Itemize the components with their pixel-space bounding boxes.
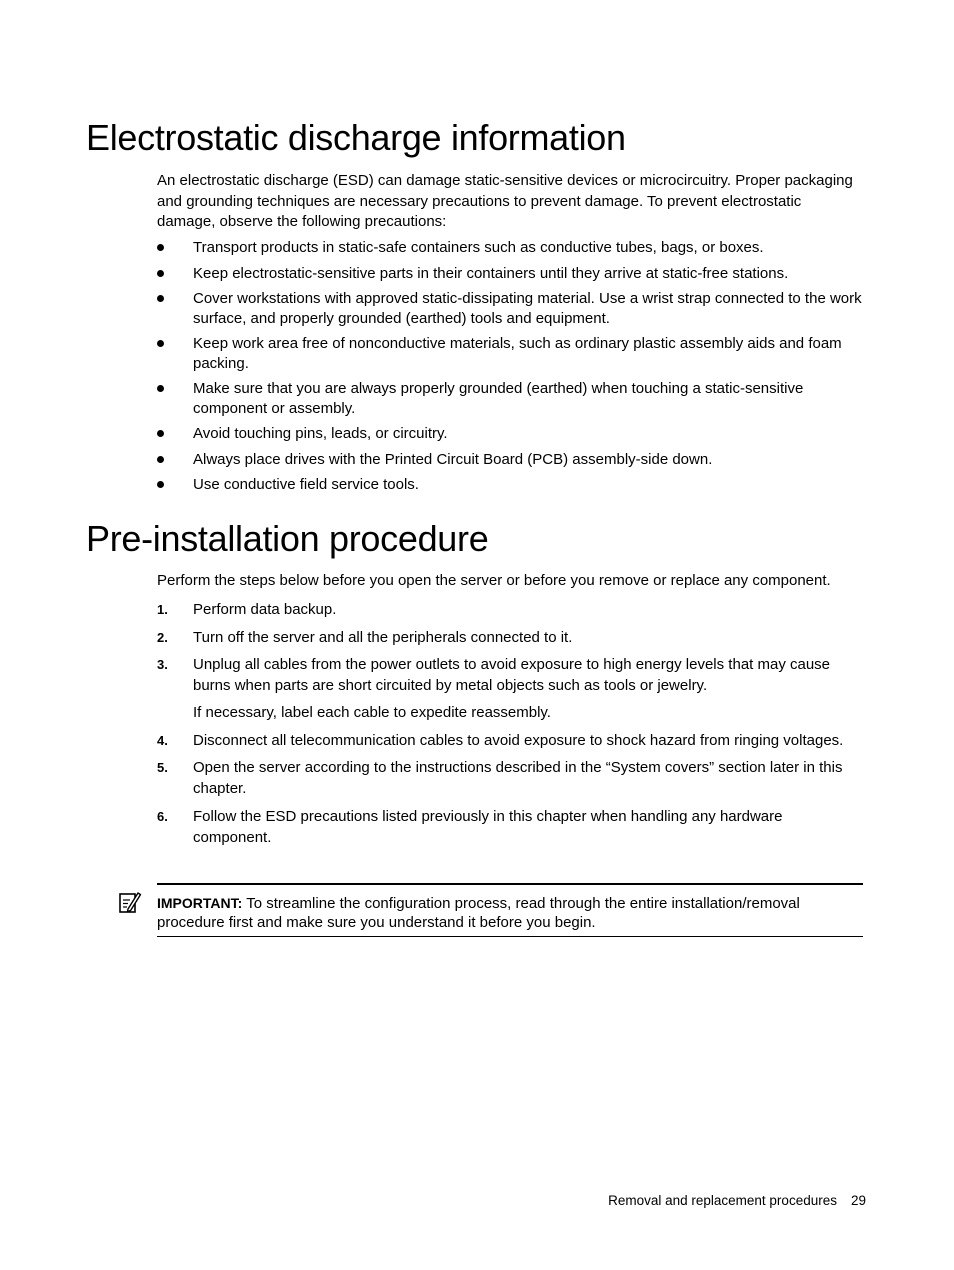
step-subnote: If necessary, label each cable to expedite reassembly. [193,704,551,721]
important-note [157,883,863,937]
list-item: Make sure that you are always properly grounded (earthed) when touching a static-sensitive component or assembly. [157,379,863,418]
page-number: 29 [850,1193,866,1208]
list-item: Keep electrostatic-sensitive parts in their containers until they arrive at static-free stations. [157,264,863,284]
list-item: Always place drives with the Printed Circuit Board (PCB) assembly-side down. [157,450,863,470]
step-number: 2. [157,629,168,645]
footer-section-title: Removal and replacement procedures [608,1193,837,1208]
step-number: 4. [157,732,168,748]
step-text: Turn off the server and all the peripherals connected to it. [193,628,573,646]
list-item: Keep work area free of nonconductive materials, such as ordinary plastic assembly aids and foam packing. [157,334,863,373]
step-text: Unplug all cables from the power outlets to avoid exposure to high energy levels that may cause burns when parts are short circuited by metal objects such as tools or jewelry. [193,656,831,694]
list-item: Transport products in static-safe containers such as conductive tubes, bags, or boxes. [157,238,863,258]
bullet-icon [157,385,164,392]
list-item [157,654,863,723]
bullet-icon [157,295,164,302]
esd-precautions-list [157,238,863,501]
note-text: To streamline the configuration process, read through the entire installation/removal procedure first and make sure you understand it before you begin. [157,895,800,931]
step-text: Perform data backup. [193,601,337,618]
bullet-icon [157,340,164,347]
step-text: Disconnect all telecommunication cables to avoid exposure to shock hazard from ringing voltages. [193,731,844,749]
step-text: Open the server according to the instructions described in the “System covers” section later in this chapter. [193,759,843,797]
section-title-pre-installation: Pre-installation procedure [86,518,489,559]
bullet-icon [157,430,164,437]
section-title-esd: Electrostatic discharge information [86,117,626,158]
important-note-icon [118,890,142,914]
bullet-icon [157,244,164,251]
note-label: IMPORTANT: [157,895,243,911]
list-item [157,806,863,848]
list-item: Use conductive field service tools. [157,475,863,495]
step-number: 5. [157,760,168,775]
list-item: Avoid touching pins, leads, or circuitry. [157,424,863,444]
bullet-icon [157,456,164,463]
step-text: Follow the ESD precautions listed previously in this chapter when handling any hardware component. [193,807,783,846]
list-item [157,757,863,799]
list-item [157,599,863,620]
pre-installation-steps-list [157,599,863,854]
esd-intro-paragraph: An electrostatic discharge (ESD) can damage static-sensitive devices or microcircuitry. Proper packaging and grounding techniques are necessary precautions to prevent damage. To prevent electrostatic damage, observe the following precautions: [157,172,853,230]
step-number: 1. [157,602,168,617]
bullet-icon [157,270,164,277]
pre-installation-intro-paragraph: Perform the steps below before you open the server or before you remove or replace any component. [157,572,831,589]
bullet-icon [157,481,164,488]
list-item: Cover workstations with approved static-dissipating material. Use a wrist strap connected to the work surface, and properly grounded (earthed) tools and equipment. [157,289,863,328]
page-footer [608,1193,866,1208]
list-item [157,627,863,648]
step-number: 3. [157,657,168,672]
list-item [157,730,863,751]
step-number: 6. [157,808,168,824]
